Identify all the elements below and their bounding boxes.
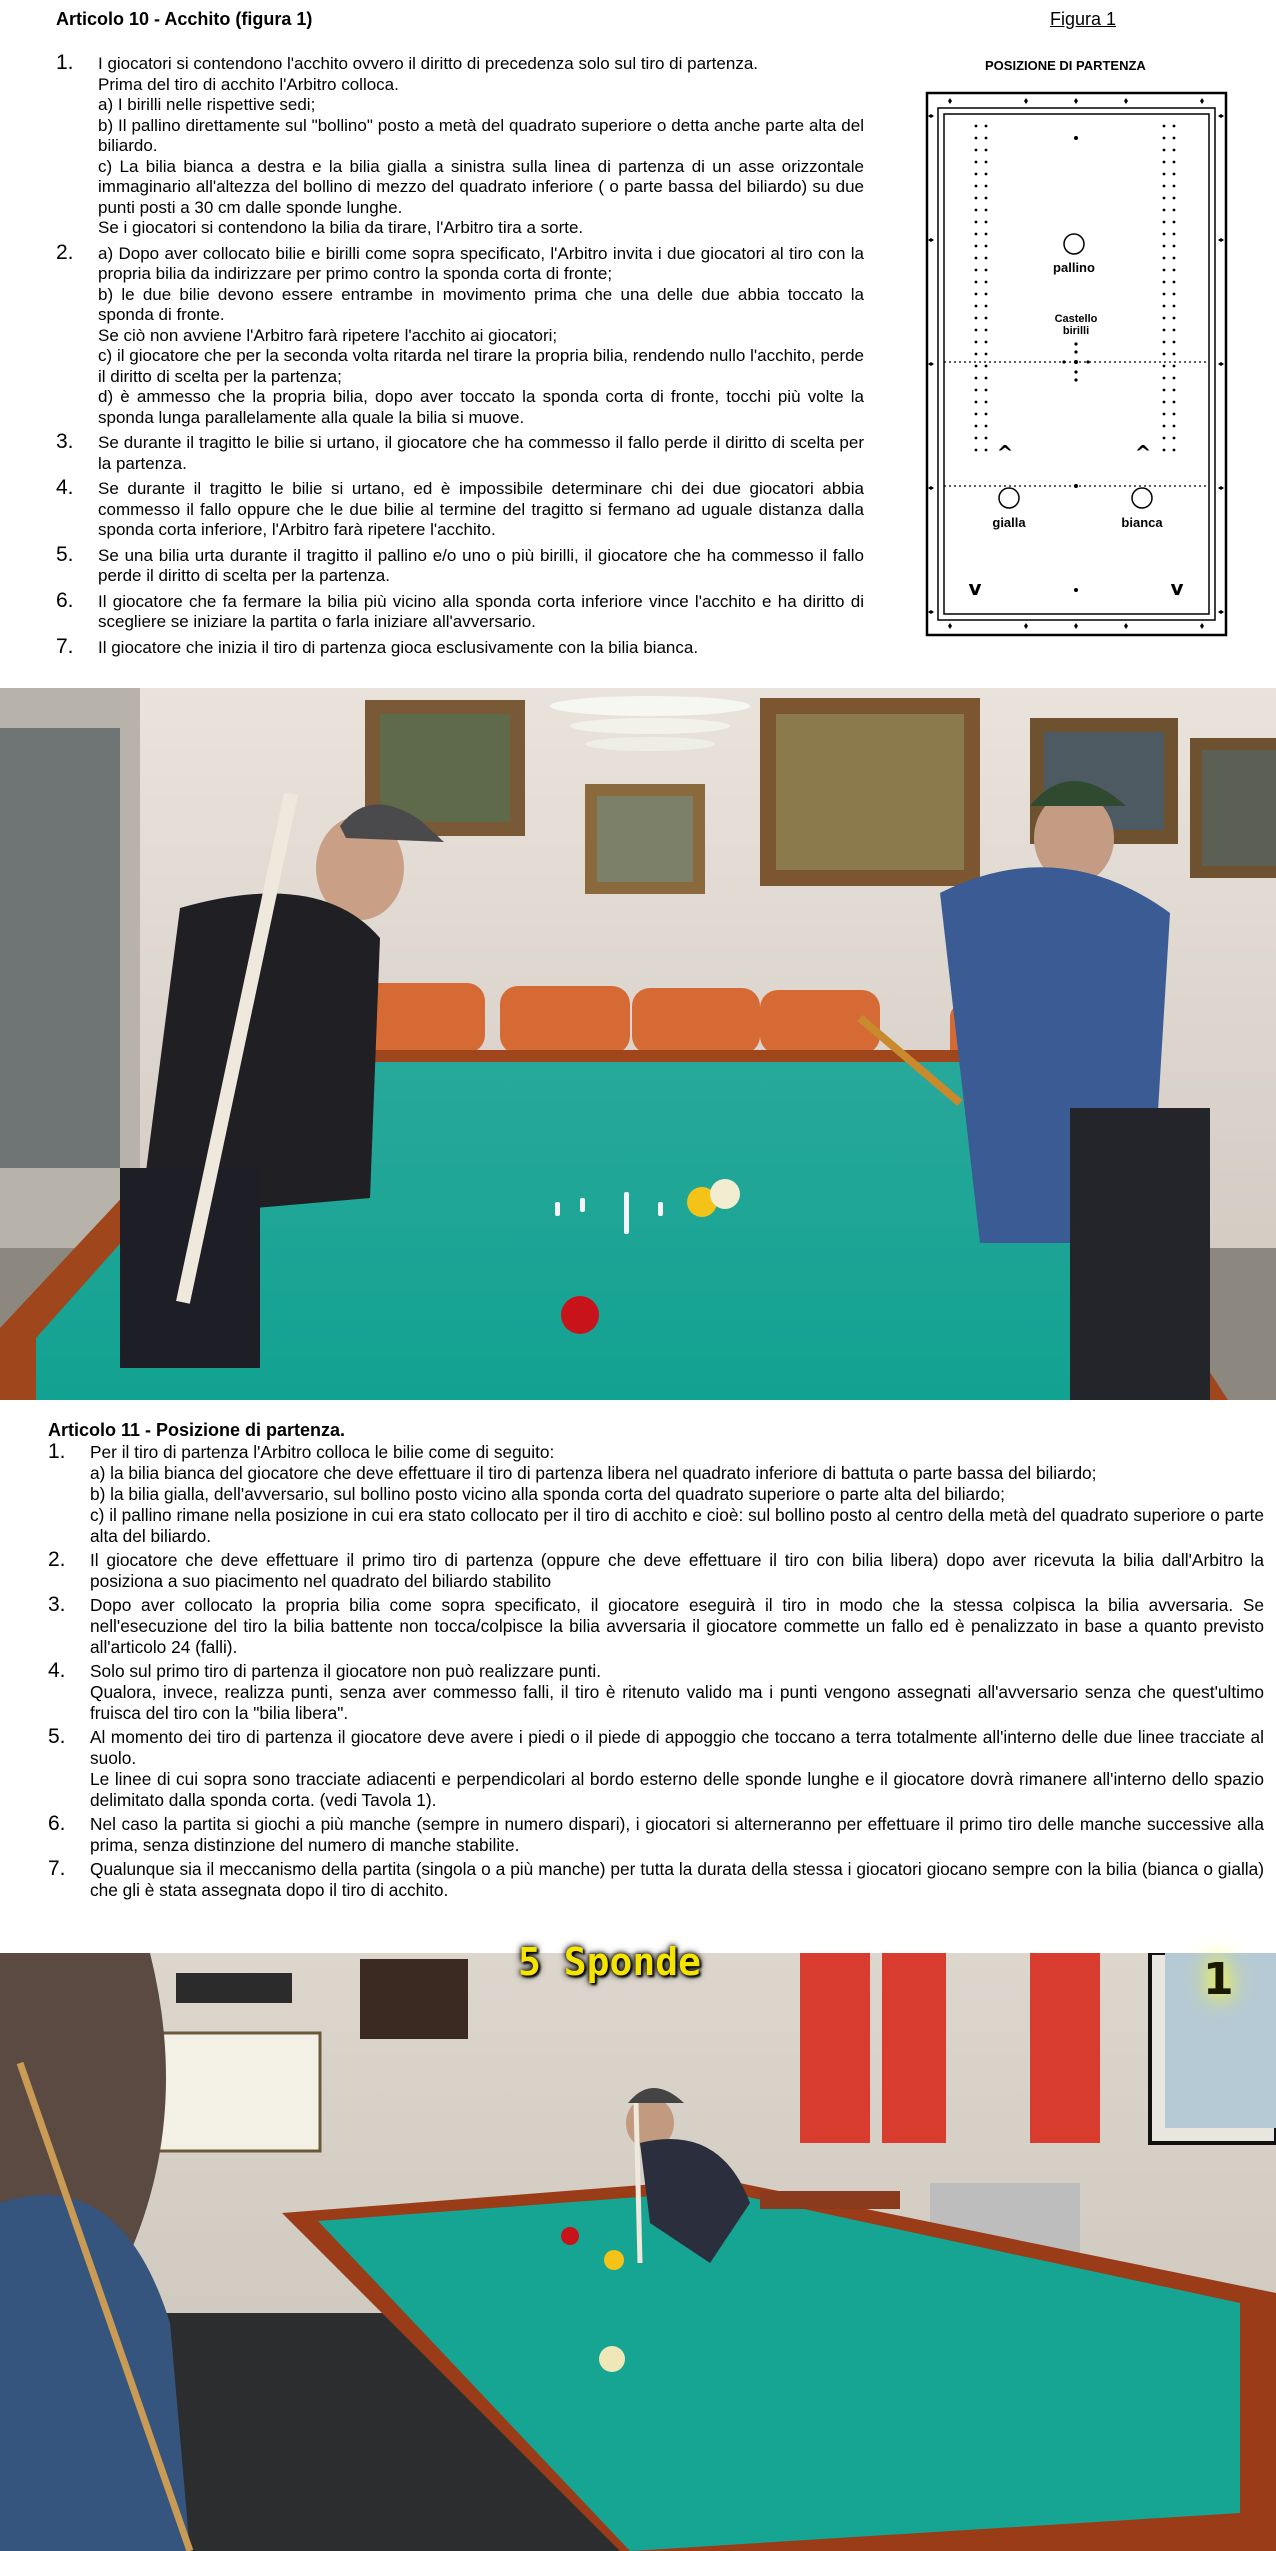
article-10-item: [56, 588, 864, 633]
diagram-dot: [1173, 173, 1176, 176]
diagram-dot: [1163, 269, 1166, 272]
figure-title: POSIZIONE DI PARTENZA: [985, 58, 1146, 73]
diagram-dot: [1173, 221, 1176, 224]
article-10-item: [56, 634, 864, 659]
item-text-line: Le linee di cui sopra sono tracciate adiacenti e perpendicolari al bordo esterno delle sponde lunghe e il giocatore dovrà rimanere all'interno dello spazio delimitato dalla sponda corta. (vedi Tavola 1).: [90, 1769, 1264, 1810]
diagram-dot: [1173, 149, 1176, 152]
diagram-dot: [1173, 161, 1176, 164]
diagram-dot: [1163, 149, 1166, 152]
article-10-item: [56, 51, 864, 239]
diagram-dot: [985, 137, 988, 140]
item-text-line: a) la bilia bianca del giocatore che deve effettuare il tiro di partenza libera nel quadrato inferiore di battuta o parte bassa del biliardo;: [90, 1463, 1097, 1483]
arrow-up-left-icon: ^: [996, 441, 1014, 465]
diagram-dot: [1173, 137, 1176, 140]
article-11-item: [48, 1727, 1264, 1811]
diagram-dot: [985, 449, 988, 452]
diagram-dot: [1163, 281, 1166, 284]
diagram-dot: [1163, 257, 1166, 260]
article-11-item: [48, 1442, 1264, 1547]
diagram-dot: [1163, 353, 1166, 356]
diagram-dot: [975, 185, 978, 188]
diagram-dot: [975, 317, 978, 320]
diagram-dot: [985, 341, 988, 344]
item-number: 3.: [48, 1593, 66, 1616]
item-number: 6.: [48, 1812, 66, 1835]
article-11-item: [48, 1550, 1264, 1592]
diagram-dot: [975, 197, 978, 200]
article-11-section: [0, 1400, 1276, 1953]
diagram-dot: [985, 413, 988, 416]
diagram-dot: [975, 269, 978, 272]
diagram-dot: [1163, 197, 1166, 200]
diagram-dot: [1173, 329, 1176, 332]
item-text-line: Dopo aver collocato la propria bilia come sopra specificato, il giocatore eseguirà il tiro in modo che la stessa colpisca la bilia avversaria. Se nell'esecuzione del tiro la bilia battente non tocca/colpisce la bilia avversaria il giocatore commette un fallo ed è penalizzato in base a quanto previsto all'articolo 24 (falli).: [90, 1595, 1264, 1657]
diagram-dot: [975, 221, 978, 224]
diagram-dot: [975, 329, 978, 332]
diagram-dot: [1173, 437, 1176, 440]
diagram-dot: [975, 293, 978, 296]
diagram-dot: [1173, 365, 1176, 368]
article-10-title: Articolo 10 - Acchito (figura 1): [56, 9, 313, 29]
figure-label: Figura 1: [1050, 9, 1117, 29]
diagram-dot: [1163, 377, 1166, 380]
castello-label-2: birilli: [1062, 325, 1090, 337]
bianca-label: bianca: [1121, 515, 1163, 530]
diagram-dot: [985, 329, 988, 332]
diagram-dot: [1173, 341, 1176, 344]
diagram-dot: [985, 293, 988, 296]
bianca-ball: [1132, 488, 1152, 508]
diagram-dot: [1173, 317, 1176, 320]
diagram-dot: [985, 197, 988, 200]
item-text-line: Qualunque sia il meccanismo della partita (singola o a più manche) per tutta la durata della stessa i giocatori giocano sempre con la bilia (bianca o gialla) che gli è stata assegnata dopo il tiro di acchito.: [90, 1859, 1264, 1900]
diagram-dot: [975, 437, 978, 440]
article-11-item: [48, 1661, 1264, 1724]
article-11-item: [48, 1814, 1264, 1856]
article-11-item: [48, 1595, 1264, 1658]
item-text-line: b) le due bilie devono essere entrambe in movimento prima che una delle due abbia toccato la sponda di fronte.: [98, 284, 864, 324]
diagram-dot: [975, 233, 978, 236]
diagram-dot: [985, 209, 988, 212]
item-number: 2.: [56, 240, 74, 264]
diagram-dot: [985, 173, 988, 176]
diagram-dot: [1163, 137, 1166, 140]
article-11-item: [48, 1859, 1264, 1901]
diagram-dot: [975, 425, 978, 428]
diagram-dot: [985, 425, 988, 428]
article-10-item: [56, 476, 864, 541]
arrow-down-right-icon: v: [1170, 576, 1184, 600]
diagram-dot: [1163, 413, 1166, 416]
diagram-dot: [1163, 329, 1166, 332]
diagram-dot: [985, 149, 988, 152]
item-number: 5.: [48, 1725, 66, 1748]
diagram-dot: [985, 245, 988, 248]
diagram-dot: [985, 401, 988, 404]
diagram-dot: [1163, 389, 1166, 392]
diagram-dot: [985, 257, 988, 260]
diagram-dot: [1173, 209, 1176, 212]
item-text-line: Al momento dei tiro di partenza il giocatore deve avere i piedi o il piede di appoggio che toccano a terra totalmente all'interno delle due linee tracciate al suolo.: [90, 1727, 1264, 1768]
item-text-line: Se ciò non avviene l'Arbitro farà ripetere l'acchito ai giocatori;: [98, 325, 558, 345]
diagram-dot: [975, 257, 978, 260]
item-number: 2.: [48, 1548, 66, 1571]
diagram-dot: [1163, 449, 1166, 452]
diagram-dot: [985, 221, 988, 224]
diagram-dot: [1163, 365, 1166, 368]
diagram-dot: [985, 269, 988, 272]
diagram-dot: [985, 389, 988, 392]
diagram-dot: [975, 389, 978, 392]
item-number: 4.: [48, 1659, 66, 1682]
diagram-dot: [1173, 413, 1176, 416]
article-10-list: [56, 51, 864, 663]
item-text-line: Prima del tiro di acchito l'Arbitro colloca.: [98, 74, 399, 94]
article-11-list: [48, 1442, 1264, 1904]
diagram-dot: [985, 233, 988, 236]
diagram-dot: [975, 149, 978, 152]
diagram-dot: [1173, 245, 1176, 248]
item-number: 5.: [56, 542, 74, 566]
diagram-dot: [985, 125, 988, 128]
item-text-line: I giocatori si contendono l'acchito ovvero il diritto di precedenza solo sul tiro di partenza.: [98, 54, 758, 73]
diagram-dot: [1173, 185, 1176, 188]
diagram-dot: [1173, 125, 1176, 128]
diagram-dot: [1173, 233, 1176, 236]
item-text-line: a) I birilli nelle rispettive sedi;: [98, 95, 316, 114]
article-10-item: [56, 240, 864, 429]
diagram-dot: [1173, 389, 1176, 392]
item-text-line: a) Dopo aver collocato bilie e birilli come sopra specificato, l'Arbitro invita i due giocatori al tiro con la propria bilia da indirizzare per primo contro la sponda corta di fronte;: [98, 243, 864, 283]
diagram-dot: [975, 245, 978, 248]
item-text-line: b) la bilia gialla, dell'avversario, sul bollino posto vicino alla sponda corta del quadrato superiore o parte alta del biliardo;: [90, 1484, 1005, 1504]
diagram-dot: [1163, 317, 1166, 320]
article-10-section: [0, 0, 1276, 686]
billiard-room-photo-2: [0, 1953, 1276, 2551]
diagram-dot: [985, 161, 988, 164]
item-text-line: Il giocatore che fa fermare la bilia più vicino alla sponda corta inferiore vince l'acchito e ha diritto di scegliere se iniziare la partita o farla iniziare all'avversario.: [98, 591, 864, 631]
article-10-item: [56, 542, 864, 587]
diagram-dot: [975, 281, 978, 284]
item-text-line: d) è ammesso che la propria bilia, dopo aver toccato la sponda corta di fronte, tocchi più volte la sponda lunga parallelamente alla quale la bilia si muove.: [98, 387, 864, 427]
diagram-dot: [1163, 185, 1166, 188]
photo-number: 1: [1203, 1954, 1234, 2005]
diagram-dot: [1173, 401, 1176, 404]
item-text-line: Se durante il tragitto le bilie si urtano, il giocatore che ha commesso il fallo perde il diritto di scelta per la partenza.: [98, 433, 864, 473]
gialla-label: gialla: [992, 515, 1026, 530]
diagram-dot: [975, 161, 978, 164]
diagram-dot: [985, 305, 988, 308]
item-number: 3.: [56, 430, 74, 453]
diagram-dot: [975, 209, 978, 212]
diagram-dot: [1173, 293, 1176, 296]
diagram-dot: [975, 377, 978, 380]
pallino-ball: [1064, 234, 1084, 254]
diagram-dot: [1173, 197, 1176, 200]
item-text-line: Qualora, invece, realizza punti, senza aver commesso falli, il tiro è ritenuto valido ma i punti vengono assegnati all'avversario senza che quest'ultimo fruisca del tiro con la "bilia libera".: [90, 1682, 1264, 1723]
diagram-dot: [985, 365, 988, 368]
item-text-line: c) il giocatore che per la seconda volta ritarda nel tirare la propria bilia, rendendo nullo l'acchito, perde il diritto di scelta per la partenza;: [98, 346, 864, 386]
diagram-dot: [985, 437, 988, 440]
diagram-dot: [1173, 305, 1176, 308]
diagram-dot: [1163, 233, 1166, 236]
diagram-dot: [1163, 161, 1166, 164]
item-text-line: Il giocatore che deve effettuare il primo tiro di partenza (oppure che deve effettuare il tiro con bilia libera) dopo aver ricevuta la bilia dall'Arbitro la posiziona a suo piacimento nel quadrato del biliardo stabilito: [90, 1550, 1264, 1591]
starting-position-diagram: [924, 90, 1229, 638]
gialla-ball: [999, 488, 1019, 508]
diagram-dot: [1163, 125, 1166, 128]
item-text-line: Per il tiro di partenza l'Arbitro colloca le bilie come di seguito:: [90, 1442, 555, 1462]
diagram-dot: [1163, 437, 1166, 440]
article-11-title: Articolo 11 - Posizione di partenza.: [48, 1420, 346, 1440]
diagram-dot: [985, 353, 988, 356]
item-number: 6.: [56, 588, 74, 612]
item-text-line: c) La bilia bianca a destra e la bilia gialla a sinistra sulla linea di partenza di un asse orizzontale immaginario all'altezza del bollino di mezzo del quadrato inferiore ( o parte bassa del biliardo) su due punti posti a 30 cm dalle sponde lunghe.: [98, 156, 864, 217]
diagram-dot: [1163, 245, 1166, 248]
diagram-dot: [975, 173, 978, 176]
diagram-dot: [975, 125, 978, 128]
diagram-dot: [1163, 209, 1166, 212]
diagram-dot: [1163, 293, 1166, 296]
arrow-down-left-icon: v: [968, 576, 982, 600]
item-text-line: c) il pallino rimane nella posizione in cui era stato collocato per il tiro di acchito e cioè: sul bollino posto al centro della metà del quadrato superiore o parte alta del biliardo.: [90, 1505, 1264, 1546]
pallino-label: pallino: [1053, 260, 1095, 275]
article-10-item: [56, 430, 864, 474]
item-number: 4.: [56, 476, 74, 499]
diagram-dot: [1173, 269, 1176, 272]
diagram-dot: [1173, 425, 1176, 428]
item-text-line: Se una bilia urta durante il tragitto il pallino e/o uno o più birilli, il giocatore che ha commesso il fallo perde il diritto di scelta per la partenza.: [98, 545, 864, 585]
diagram-dot: [975, 341, 978, 344]
diagram-dot: [975, 401, 978, 404]
item-text-line: Nel caso la partita si giochi a più manche (sempre in numero dispari), i giocatori si alterneranno per effettuare il primo tiro delle manche successive alla prima, senza distinzione del numero di manche stabilite.: [90, 1814, 1264, 1855]
diagram-dot: [975, 137, 978, 140]
diagram-dot: [1163, 221, 1166, 224]
castello-label-1: Castello: [1054, 313, 1098, 325]
diagram-dot: [975, 365, 978, 368]
item-text-line: Se durante il tragitto le bilie si urtano, ed è impossibile determinare chi dei due giocatori abbia commesso il fallo oppure che le due bilie al termine del tragitto si fermano ad uguale distanza dalla sponda corta inferiore, l'Arbitro farà ripetere l'acchito.: [98, 479, 864, 539]
item-number: 1.: [48, 1440, 66, 1463]
item-text-line: Solo sul primo tiro di partenza il giocatore non può realizzare punti.: [90, 1661, 602, 1681]
arrow-up-right-icon: ^: [1134, 441, 1152, 465]
item-text-line: Il giocatore che inizia il tiro di partenza gioca esclusivamente con la bilia bianca.: [98, 637, 699, 657]
diagram-dot: [975, 413, 978, 416]
diagram-dot: [985, 377, 988, 380]
diagram-dot: [1173, 281, 1176, 284]
item-number: 7.: [48, 1857, 66, 1880]
diagram-dot: [1163, 341, 1166, 344]
diagram-dot: [1173, 257, 1176, 260]
diagram-dot: [1173, 353, 1176, 356]
diagram-dot: [985, 317, 988, 320]
diagram-dot: [985, 281, 988, 284]
diagram-dot: [1173, 449, 1176, 452]
diagram-dot: [975, 353, 978, 356]
diagram-dot: [1163, 305, 1166, 308]
diagram-dot: [975, 449, 978, 452]
diagram-dot: [1163, 425, 1166, 428]
item-number: 7.: [56, 634, 74, 658]
diagram-dot: [985, 185, 988, 188]
item-text-line: Se i giocatori si contendono la bilia da tirare, l'Arbitro tira a sorte.: [98, 218, 584, 237]
diagram-dot: [1163, 173, 1166, 176]
diagram-dot: [975, 305, 978, 308]
photo-caption: 5 Sponde: [518, 1940, 702, 1984]
diagram-dot: [1163, 401, 1166, 404]
item-text-line: b) Il pallino direttamente sul "bollino" posto a metà del quadrato superiore o detta anche parte alta del biliardo.: [98, 115, 864, 155]
item-number: 1.: [56, 51, 74, 74]
diagram-dot: [1173, 377, 1176, 380]
billiard-room-photo-1: [0, 688, 1276, 1400]
